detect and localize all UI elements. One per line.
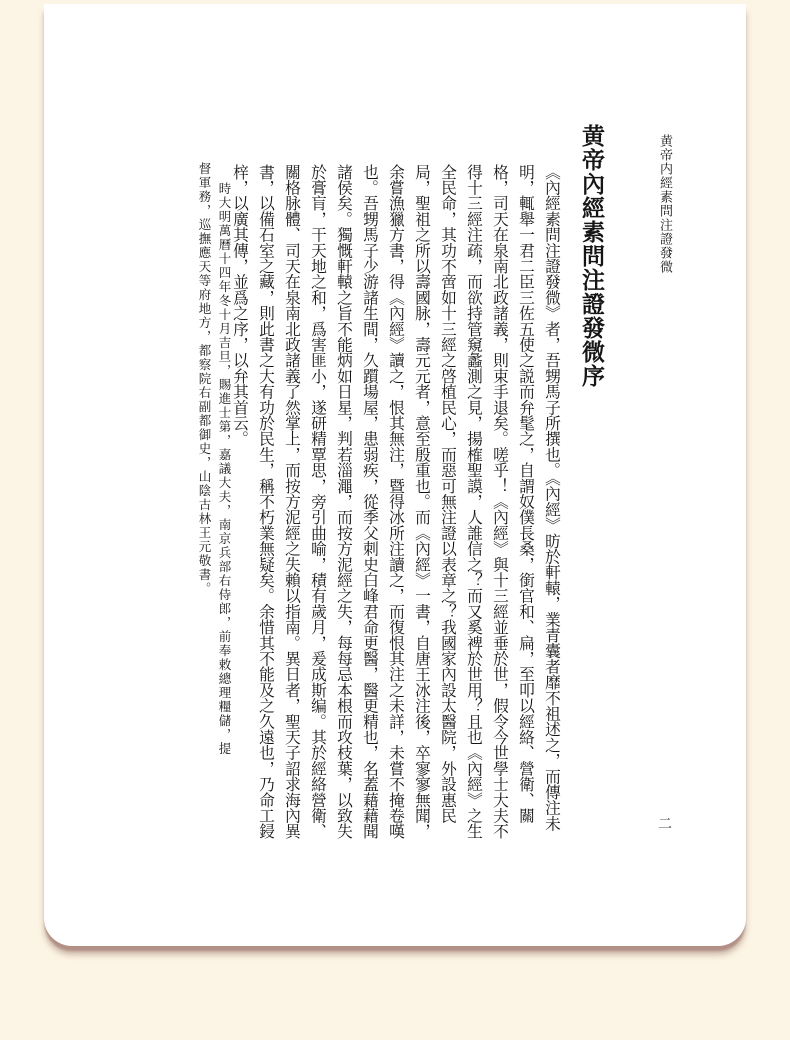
preface-heading: 黄帝內經素問注證發微序 xyxy=(578,124,605,388)
colophon xyxy=(194,162,234,882)
preface-body-text: 《內經素問注證發微》者，吾甥馬子所撰也。《內經》昉於軒轅，業青囊者靡不祖述之，而傳注未明，輒舉一君二臣三佐五使之説而弁髦之，自謂奴僕長桑，銜官和、扁，至叩以經絡、營衛、關格，司天在泉南北政諸義，則束手退矣。嗟乎！《內經》與十三經並垂於世，假令今世學士大夫不得十三經注疏，而欲持管窺蠡測之見，揚榷聖謨，人誰信之？而又奚裨於世用？且也《內經》之生全民命，其功不啻如十三經之啓植民心，而惡可無注證以表章之？我國家內設太醫院，外設惠民局，聖祖之所以壽國脉，壽元元者，意至殷重也。而《內經》一書，自唐王冰注後，卒寥寥無聞，余嘗漁獵方書，得《內經》讀之，恨其無注，暨得冰所注讀之，而復恨其注之未詳，未嘗不掩卷嘆也。吾甥馬子少游諸生間，久躓場屋，患弱疾，從季父刺史白峰君命更醫，醫更精也，名蓋藉藉聞諸侯矣。獨慨軒轅之旨不能炳如日星，判若淄澠，而按方泥經之失，每每忌本根而攻枝葉，以致失於膏肓，干天地之和，爲害匪小，遂研精覃思，旁引曲喻，積有歲月，爰成斯编。其於經絡營衛、關格脉體、司天在泉南北政諸義了然掌上，而按方泥經之失賴以指南。異日者，聖天子詔求海內異書，以備石室之藏，則此書之大有功於民生，稱不朽業無疑矣。余惜其不能及之久遠也，乃命工鋟梓，以廣其傳，並爲之序，以弁其首云。 xyxy=(231,164,562,840)
book-page xyxy=(44,4,746,946)
page-number: 二 xyxy=(656,816,672,830)
colophon-line-1: 時大明萬曆十四年冬十月吉旦，賜進士第，嘉議大夫，南京兵部右侍郎，前奉敕總理糧儲，提 xyxy=(217,182,232,756)
colophon-line-2: 督軍務，巡撫應天等府地方，都察院右副都御史，山陰古林王元敬書。 xyxy=(197,162,212,596)
running-title: 黄帝内經素問注證發微 xyxy=(657,134,672,274)
